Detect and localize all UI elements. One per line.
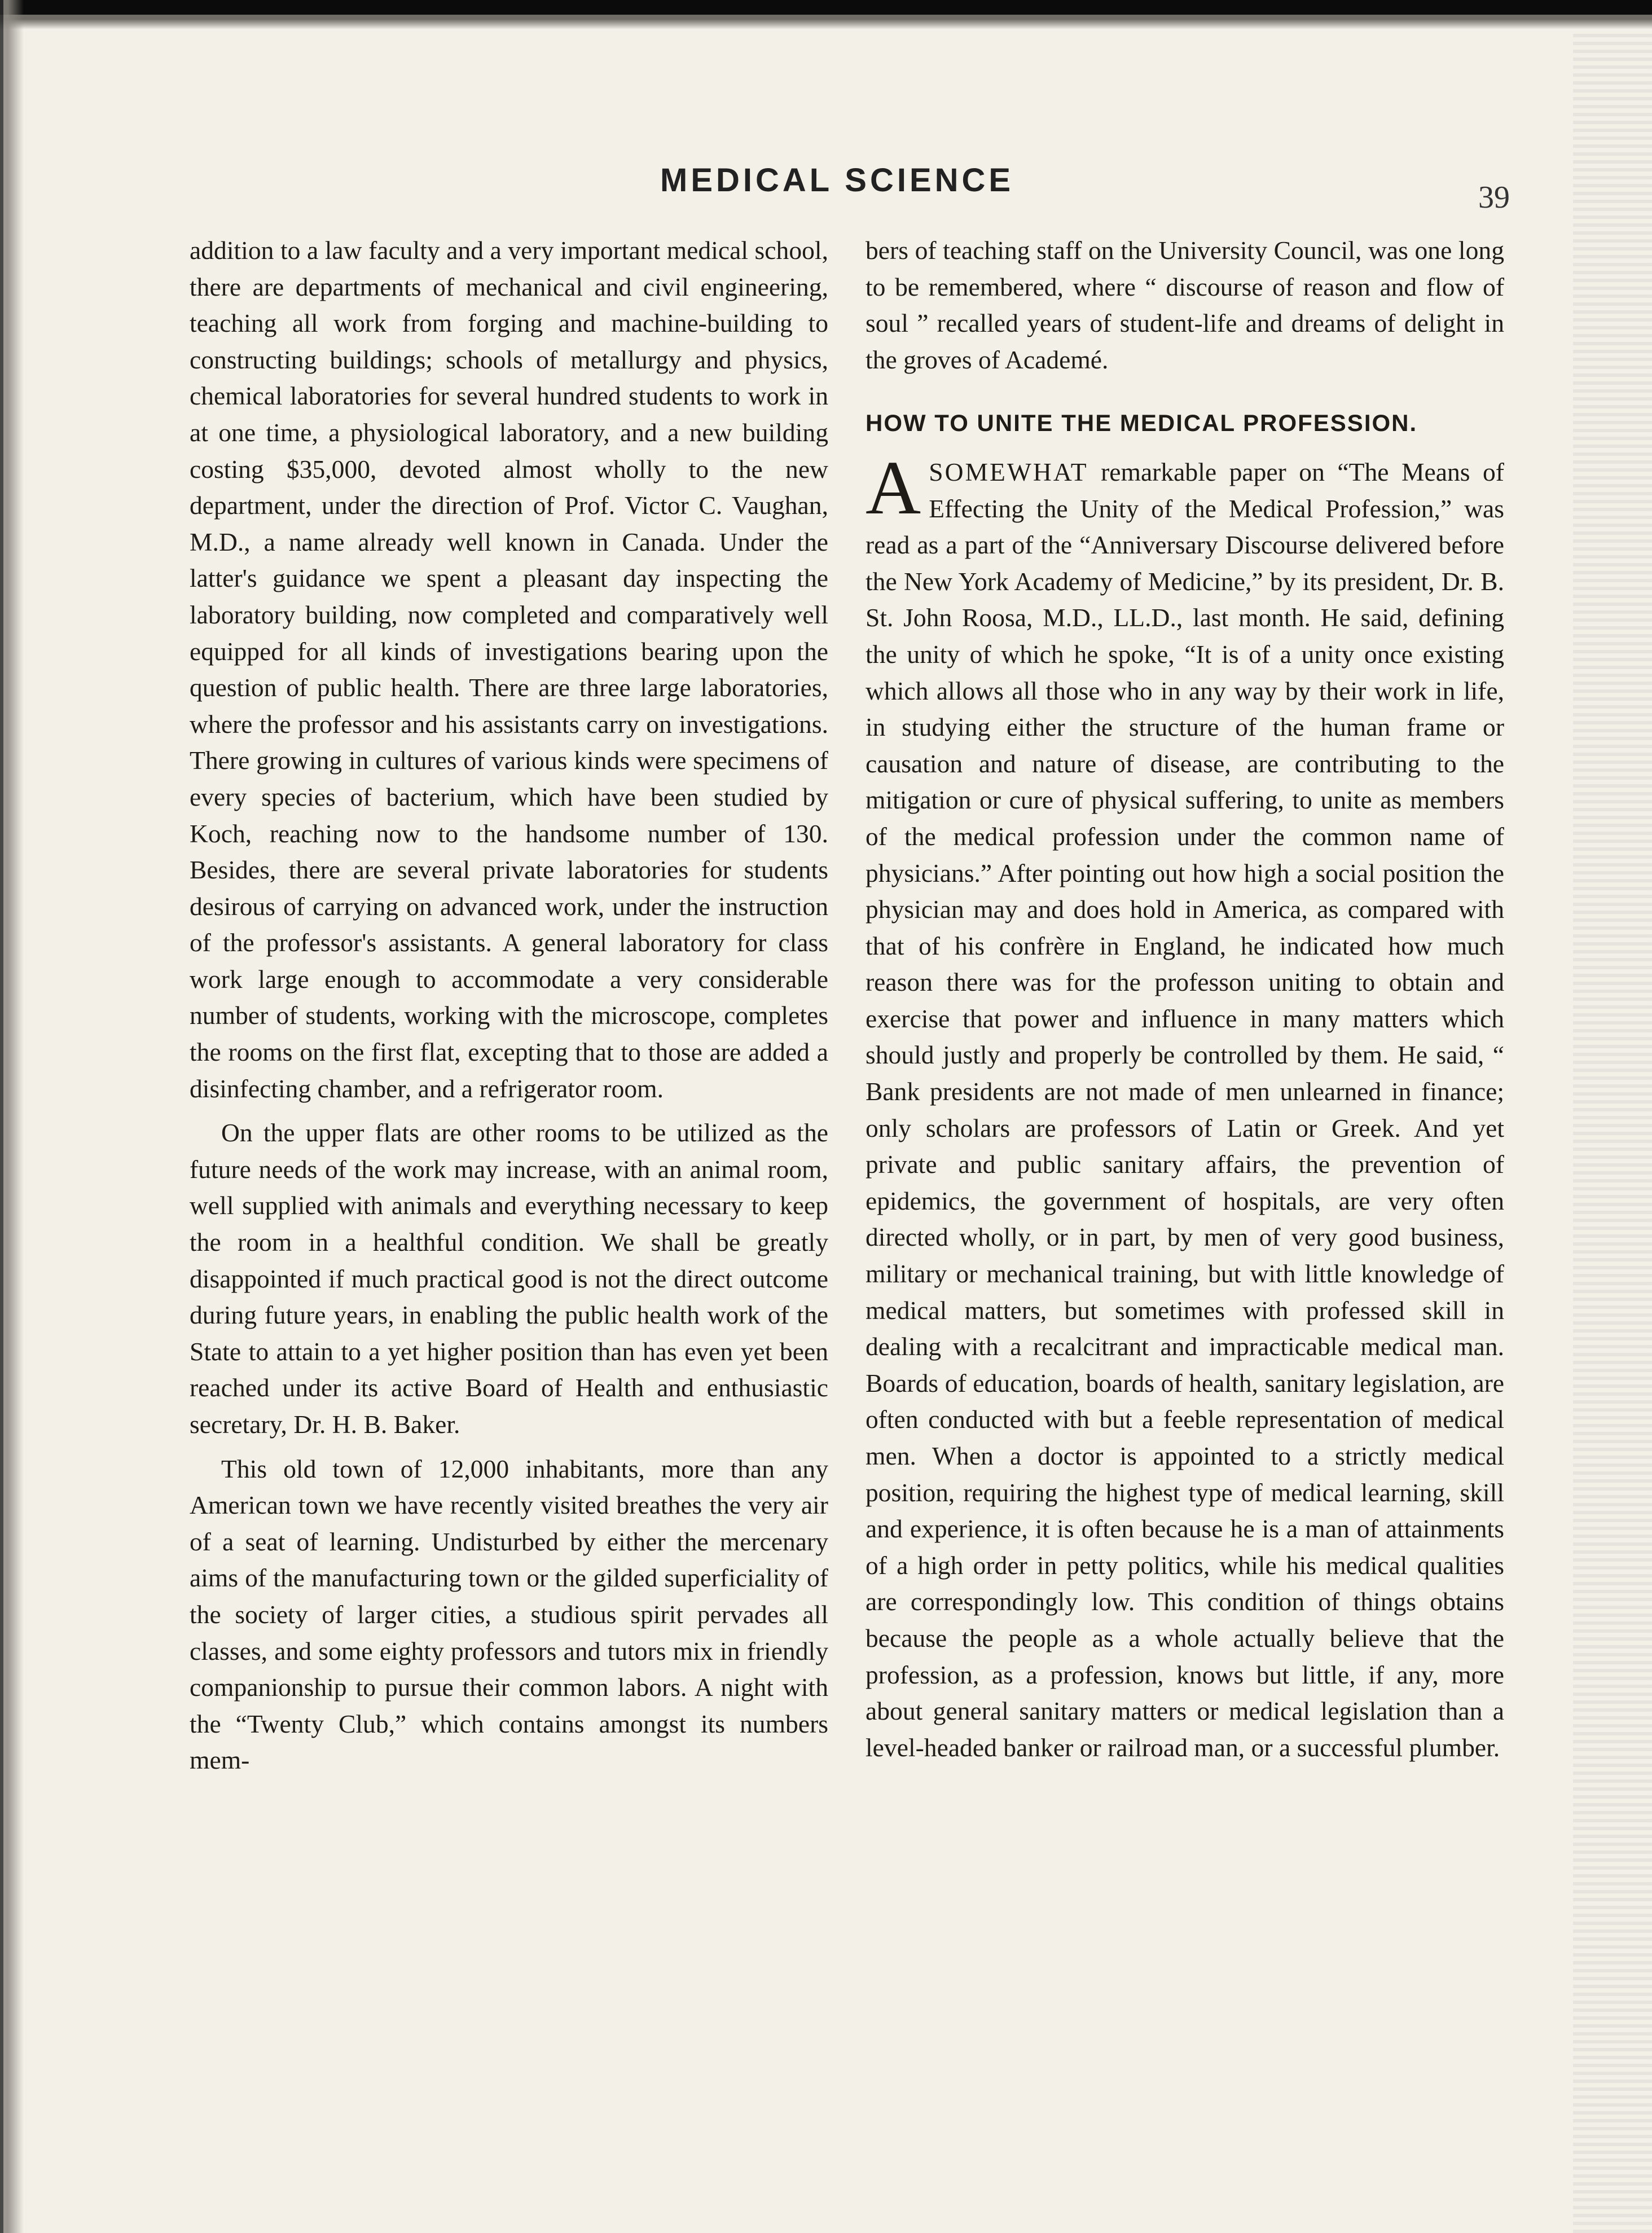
- right-column: [865, 232, 1504, 1766]
- right-paragraph-1: bers of teaching staff on the University Council, was one long to be remembered, where “ discourse of reason and flow of soul ” recalled years of student-life and dreams of delight in the groves of Academé.: [865, 236, 1504, 374]
- scan-left-edge: [0, 0, 24, 2233]
- drop-cap: A: [865, 445, 921, 530]
- right-paragraph-2-text: remarkable paper on “The Means of Effecting the Unity of the Medical Profession,” was read as a part of the “Anniversary Discourse delivered before the New York Academy of Medicine,” by its president, Dr. B. St. John Roosa, M.D., LL.D., last month. He said, defining the unity of which he spoke, “It is of a unity once existing which allows all those who in any way by their work in life, in studying either the structure of the human frame or causation and nature of disease, are contributing to the mitigation or cure of physical suffering, to unite as members of the medical profession under the common name of physicians.” After pointing out how high a social position the physician may and does hold in America, as compared with that of his confrère in England, he indicated how much reason there was for the professon uniting to obtain and exercise that power and influence in many matters which should justly and properly be controlled by them. He said, “ Bank presidents are not made of men unlearned in finance; only scholars are professors of Latin or Greek. And yet private and public sanitary affairs, the prevention of epidemics, the government of hospitals, are very often directed wholly, or in part, by men of very good business, military or mechanical training, but with little knowledge of medical matters, but sometimes with professed skill in dealing with a recalcitrant and impracticable medical man. Boards of education, boards of health, sanitary legislation, are often conducted with but a feeble representation of medical men. When a doctor is appointed to a strictly medical position, requiring the highest type of medical learning, skill and experience, it is often because he is a man of attainments of a high order in petty politics, while his medical qualities are correspondingly low. This condition of things obtains because the people as a whole actually believe that the profession, as a profession, knows but little, if any, more about general sanitary matters or medical legislation than a level-headed banker or railroad man, or a successful plumber.: [865, 457, 1504, 1762]
- left-column: [190, 232, 828, 1779]
- left-paragraph-3: This old town of 12,000 inhabitants, more than any American town we have recently visited breathes the very air of a seat of learning. Undisturbed by either the mercenary aims of the manufacturing town or the gilded superficiality of the society of larger cities, a studious spirit pervades all classes, and some eighty professors and tutors mix in friendly companionship to pursue their common labors. A night with the “Twenty Club,” which contains amongst its numbers mem-: [190, 1454, 828, 1775]
- scan-top-edge: [0, 0, 1652, 29]
- page-number: 39: [1478, 180, 1510, 215]
- scan-right-edge: [1573, 34, 1652, 2233]
- left-paragraph-1: addition to a law faculty and a very important medical school, there are departments of mechanical and civil engineering, teaching all work from forging and machine-building to constructing buildings; schools of metallurgy and physics, chemical laboratories for several hundred students to work in at one time, a physiological laboratory, and a new building costing $35,000, devoted almost wholly to the new department, under the direction of Prof. Victor C. Vaughan, M.D., a name already well known in Canada. Under the latter's guidance we spent a pleasant day inspecting the laboratory building, now completed and comparatively well equipped for all kinds of investigations bearing upon the question of public health. There are three large laboratories, where the professor and his assistants carry on investigations. There growing in cultures of various kinds were specimens of every species of bacterium, which have been studied by Koch, reaching now to the handsome number of 130. Besides, there are several private laboratories for students desirous of carrying on advanced work, under the instruction of the professor's assistants. A general laboratory for class work large enough to accommodate a very considerable number of students, working with the microscope, completes the rooms on the first flat, excepting that to those are added a disinfecting chamber, and a refrigerator room.: [190, 236, 828, 1103]
- section-heading: HOW TO UNITE THE MEDICAL PROFESSION.: [865, 410, 1418, 437]
- running-head: MEDICAL SCIENCE: [660, 162, 1014, 199]
- left-paragraph-2: On the upper flats are other rooms to be utilized as the future needs of the work may increase, with an animal room, well supplied with animals and everything necessary to keep the room in a healthful condition. We shall be greatly disappointed if much practical good is not the direct outcome during future years, in enabling the public health work of the State to attain to a yet higher position than has even yet been reached under its active Board of Health and enthusiastic secretary, Dr. H. B. Baker.: [190, 1118, 828, 1439]
- right-paragraph-2: [865, 445, 1504, 1766]
- lead-word: SOMEWHAT: [929, 457, 1088, 486]
